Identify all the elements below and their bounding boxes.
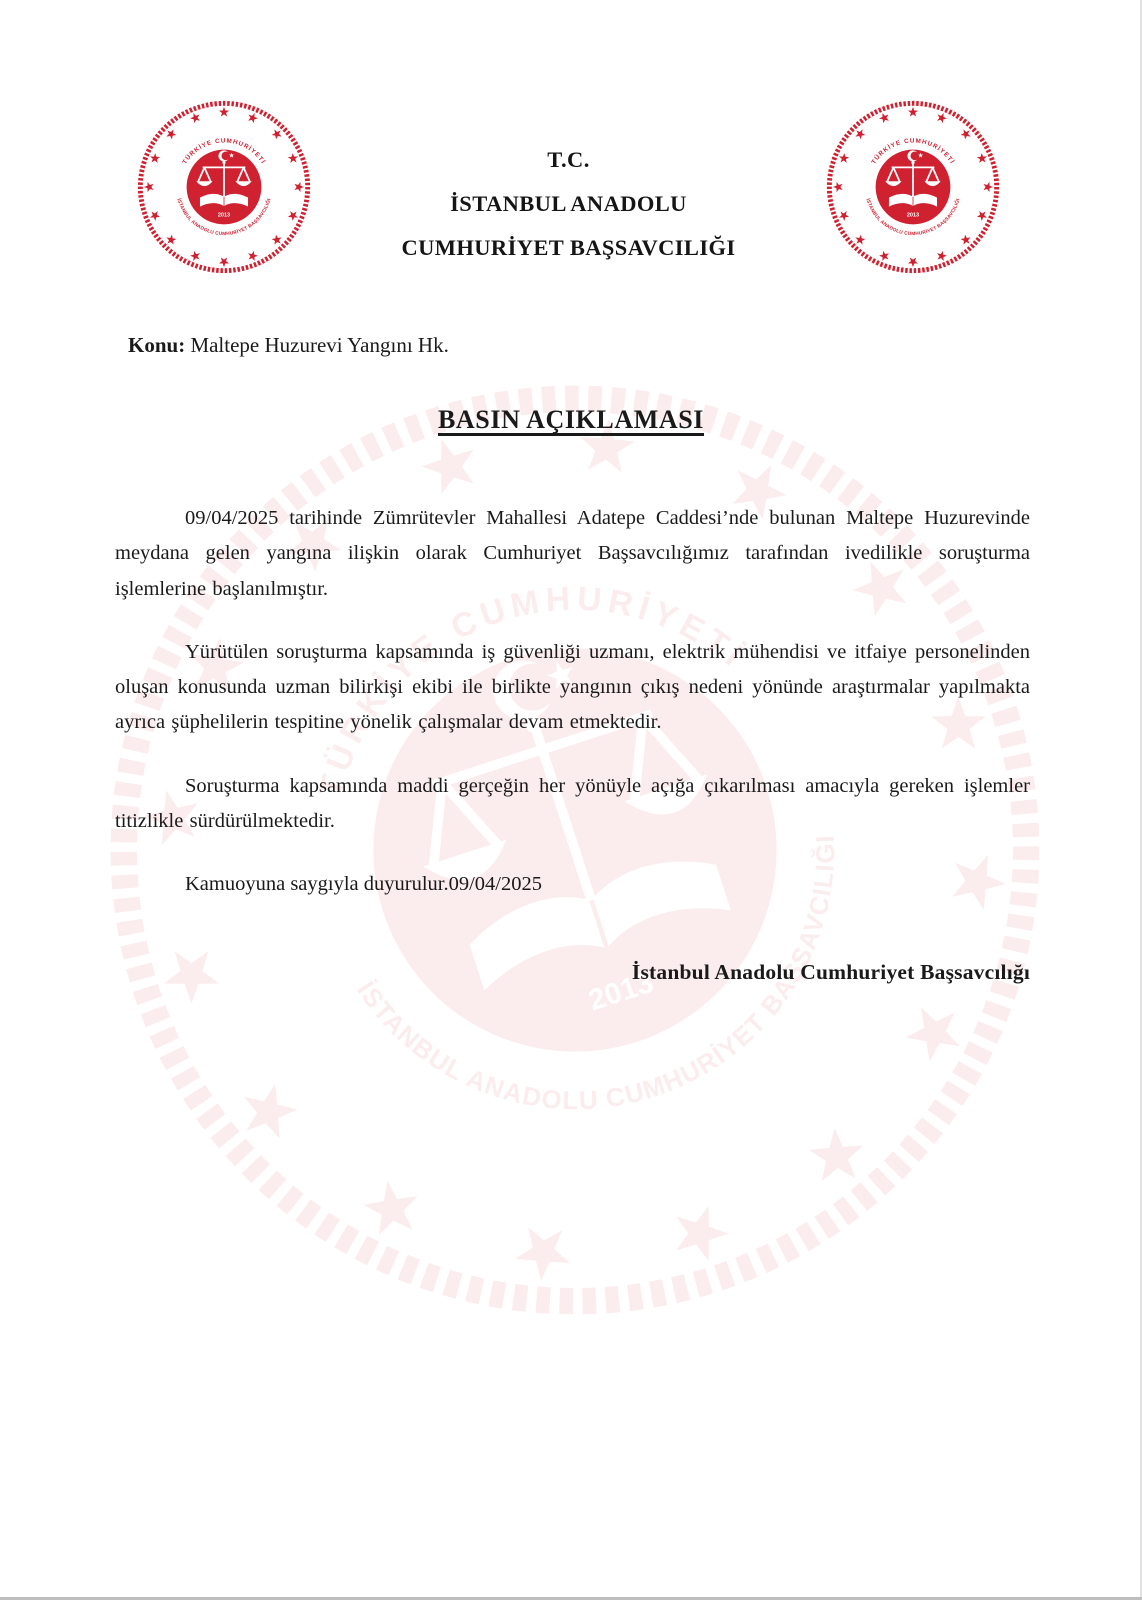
signature-line: İstanbul Anadolu Cumhuriyet Başsavcılığı <box>631 960 1030 985</box>
page-title: BASIN AÇIKLAMASI <box>437 405 705 434</box>
right-emblem-seal <box>824 98 1002 276</box>
header-line-office: CUMHURİYET BAŞSAVCILIĞI <box>401 234 736 260</box>
subject-label: Konu: <box>128 333 186 357</box>
paragraph-2: Yürütülen soruşturma kapsamında iş güvenliği uzmanı, elektrik mühendisi ve itfaiye personelinden oluşan konusunda uzman bilirkişi ekibi ile birlikte yangının çıkış nedeni yönünde araştırmalar yapılmakta ayrıca şüphelilerin tespitine yönelik çalışmalar devam etmektedir. <box>115 640 1030 734</box>
subject-line <box>128 333 1142 358</box>
body-text <box>115 501 1030 902</box>
header-line-city: İSTANBUL ANADOLU <box>450 190 687 216</box>
subject-text: Maltepe Huzurevi Yangını Hk. <box>190 333 449 357</box>
header-title-block <box>313 98 824 270</box>
paragraph-3: Soruşturma kapsamında maddi gerçeğin her yönüyle açığa çıkarılması amacıyla gereken işlemler titizlikle sürdürülmektedir. <box>115 774 1030 832</box>
closing-line: Kamuoyuna saygıyla duyurulur.09/04/2025 <box>185 873 542 895</box>
letterhead <box>0 0 1142 276</box>
header-line-tc: T.C. <box>547 147 590 172</box>
left-emblem-seal <box>135 98 313 276</box>
paragraph-1: 09/04/2025 tarihinde Zümrütevler Mahallesi Adatepe Caddesi’nde bulunan Maltepe Huzurevinde meydana gelen yangına ilişkin olarak Cumhuriyet Başsavcılığımız tarafından ivedilikle soruşturma işlemlerine başlanılmıştır. <box>115 507 1030 600</box>
